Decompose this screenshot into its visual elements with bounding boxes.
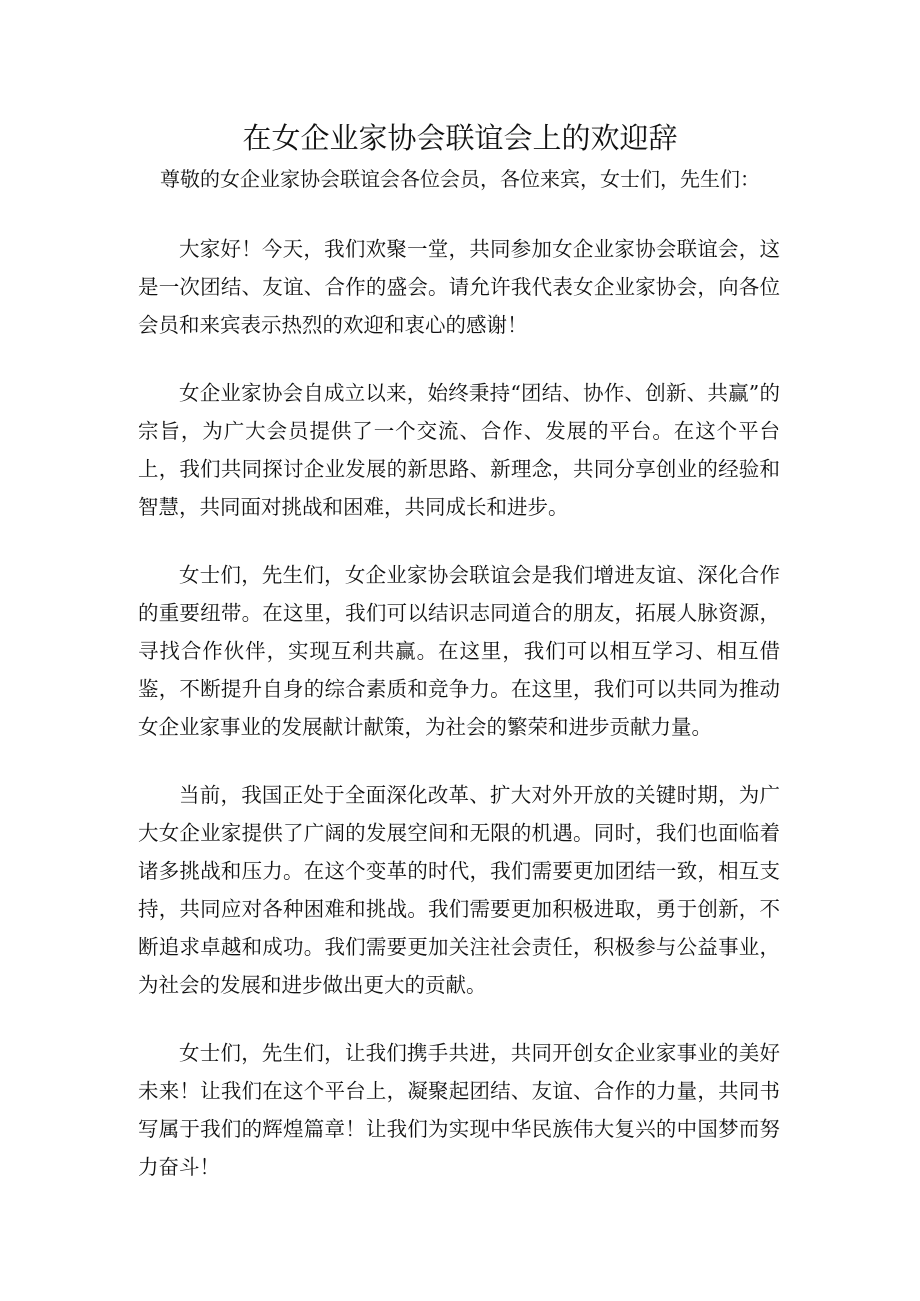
document-title: 在女企业家协会联谊会上的欢迎辞 xyxy=(242,121,678,155)
paragraph-association: 女企业家协会自成立以来，始终秉持“团结、协作、创新、共赢”的宗旨，为广大会员提供了一个交流、合作、发展的平台。在这个平台上，我们共同探讨企业发展的新思路、新理念，共同分享创业的经验和智慧，共同面对挑战和困难，共同成长和进步。 xyxy=(138,381,780,519)
document-body xyxy=(138,230,780,1216)
paragraph-friendship: 女士们，先生们，女企业家协会联谊会是我们增进友谊、深化合作的重要纽带。在这里，我们可以结识志同道合的朋友，拓展人脉资源，寻找合作伙伴，实现互利共赢。在这里，我们可以相互学习、相互借鉴，不断提升自身的综合素质和竞争力。在这里，我们可以共同为推动女企业家事业的发展献计献策，为社会的繁荣和进步贡献力量。 xyxy=(138,563,780,739)
salutation: 尊敬的女企业家协会联谊会各位会员，各位来宾，女士们，先生们： xyxy=(160,167,760,191)
paragraph-welcome: 大家好！今天，我们欢聚一堂，共同参加女企业家协会联谊会，这是一次团结、友谊、合作的盛会。请允许我代表女企业家协会，向各位会员和来宾表示热烈的欢迎和衷心的感谢！ xyxy=(138,237,780,337)
paragraph-current-situation: 当前，我国正处于全面深化改革、扩大对外开放的关键时期，为广大女企业家提供了广阔的发展空间和无限的机遇。同时，我们也面临着诸多挑战和压力。在这个变革的时代，我们需要更加团结一致，相互支持，共同应对各种困难和挑战。我们需要更加积极进取，勇于创新，不断追求卓越和成功。我们需要更加关注社会责任，积极参与公益事业，为社会的发展和进步做出更大的贡献。 xyxy=(138,783,780,997)
paragraph-closing: 女士们，先生们，让我们携手共进，共同开创女企业家事业的美好未来！让我们在这个平台上，凝聚起团结、友谊、合作的力量，共同书写属于我们的辉煌篇章！让我们为实现中华民族伟大复兴的中国梦而努力奋斗！ xyxy=(138,1041,780,1179)
